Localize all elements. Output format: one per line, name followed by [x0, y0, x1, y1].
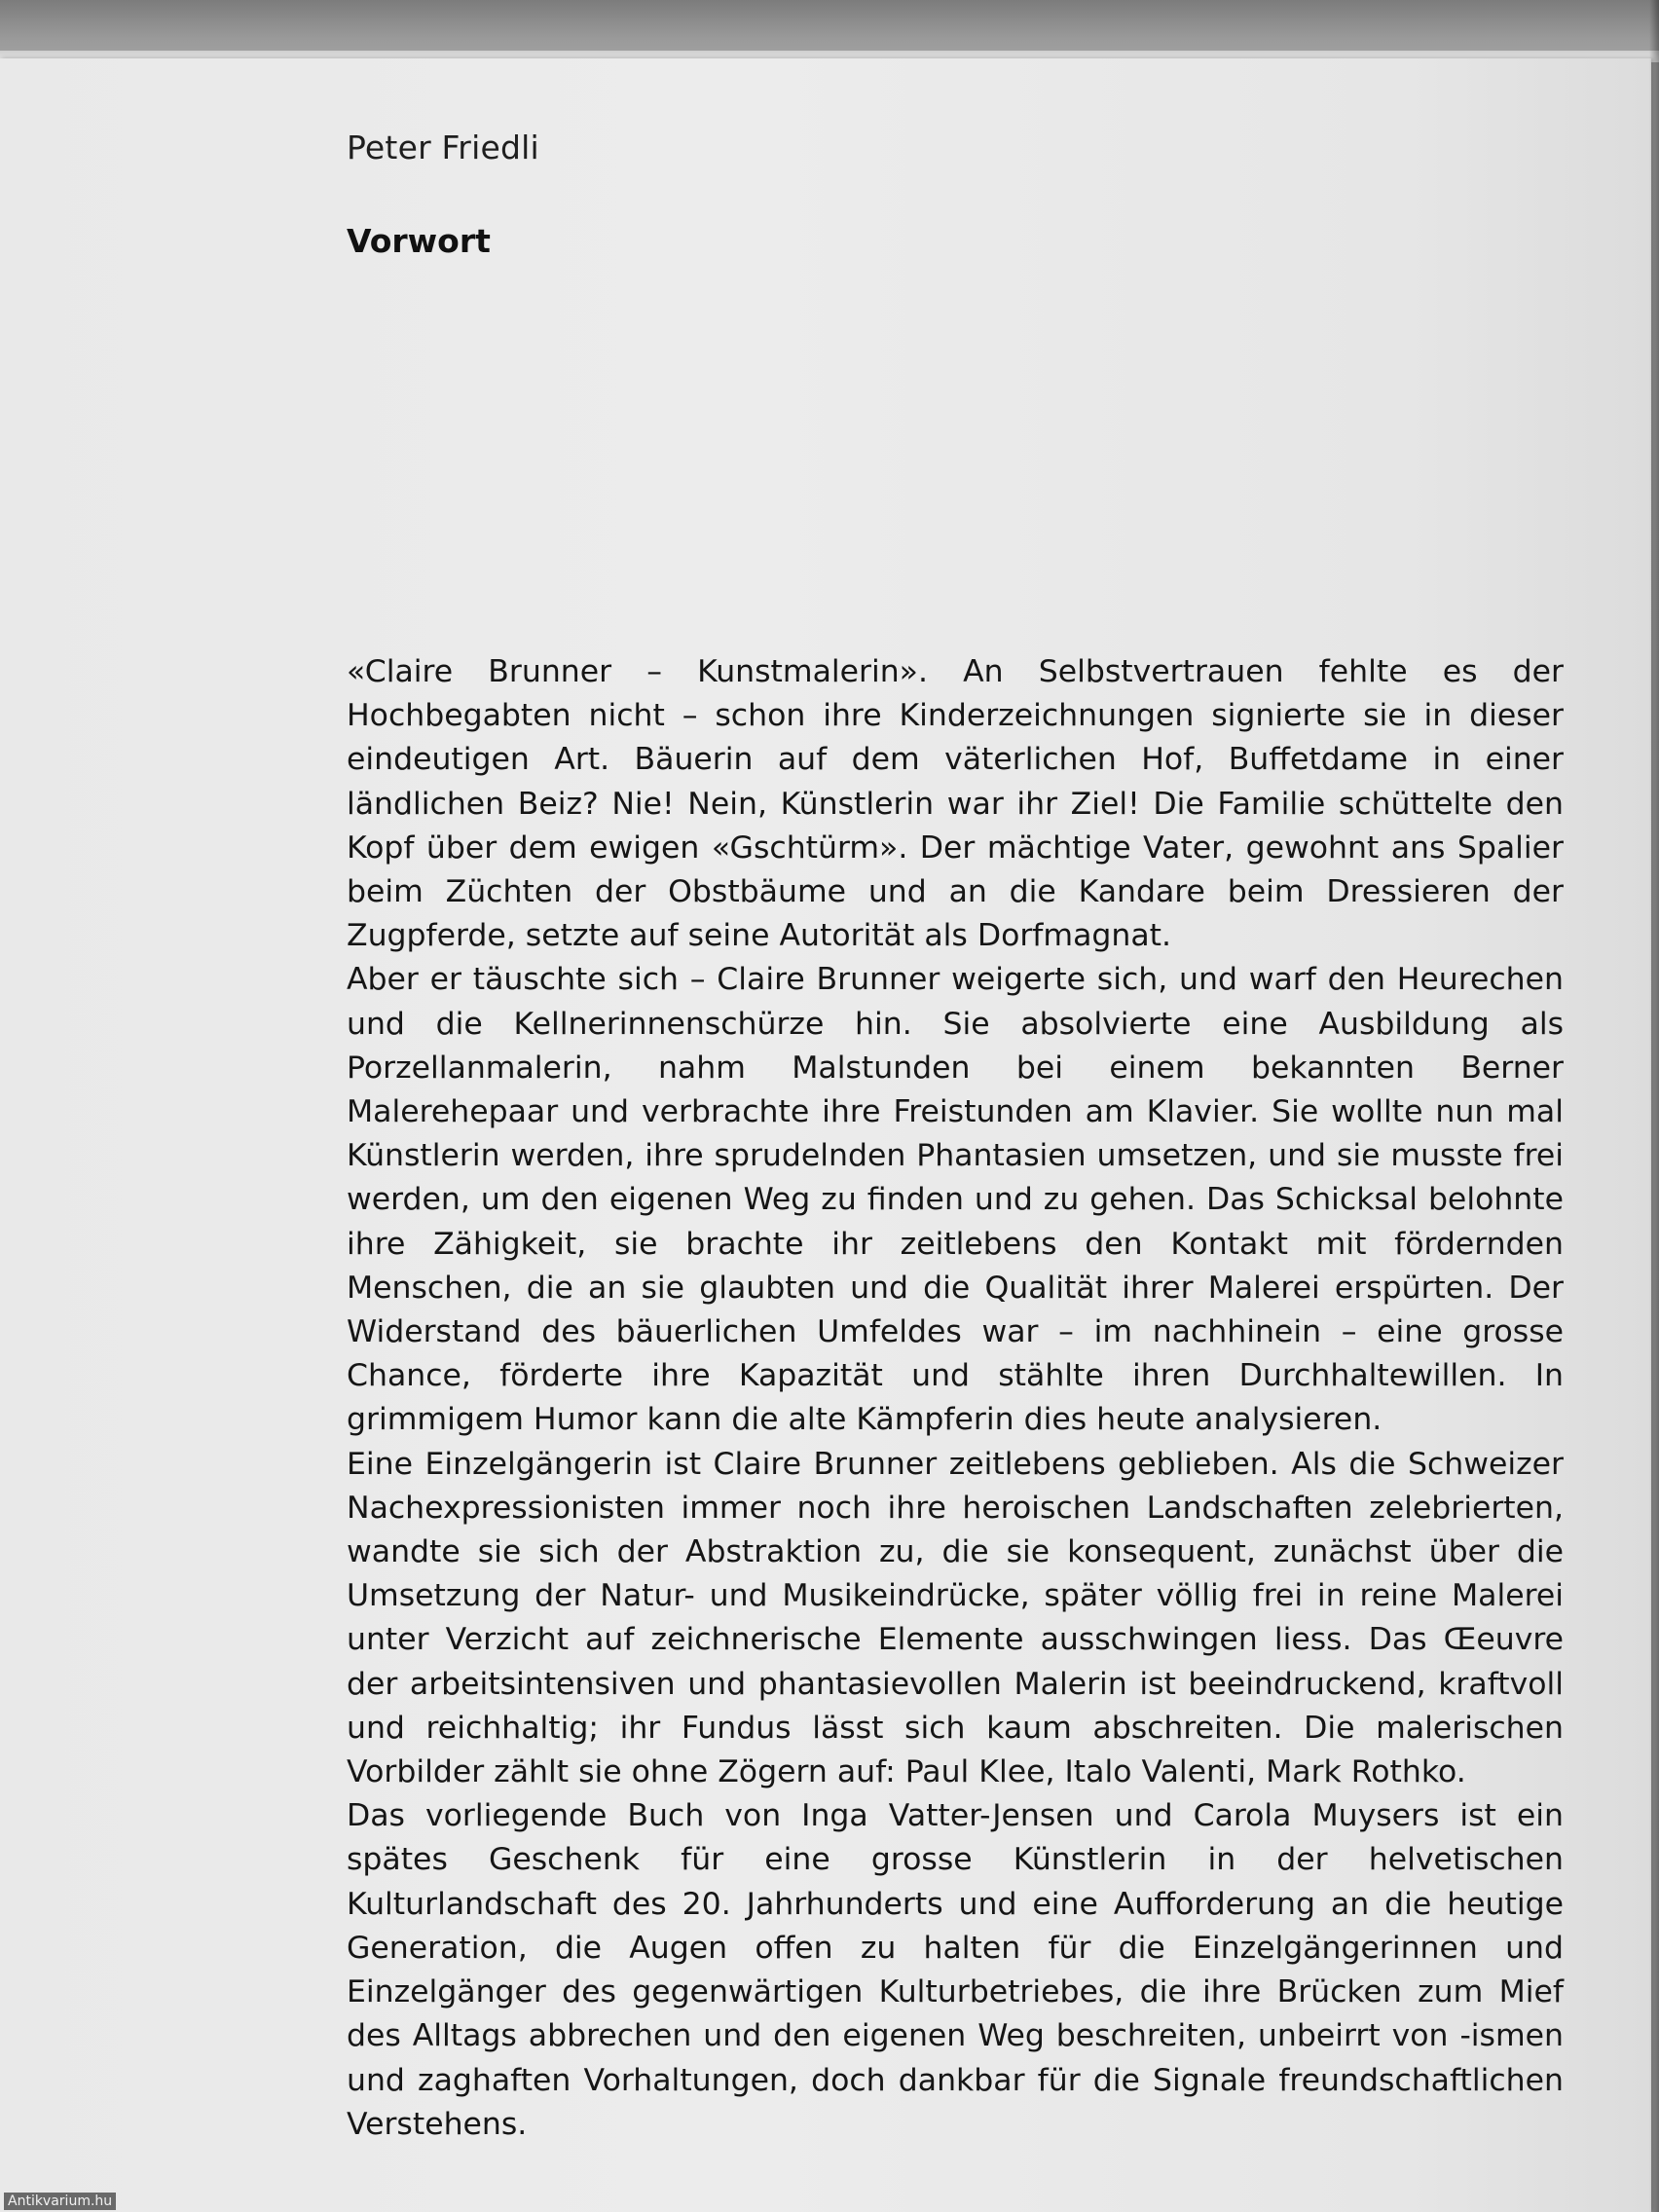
watermark-label: Antikvarium.hu — [4, 2193, 116, 2210]
foreword-text — [347, 650, 1564, 2147]
author-name: Peter Friedli — [347, 129, 539, 166]
paragraph-1: «Claire Brunner – Kunstmalerin». An Selbstvertrauen fehlte es der Hochbegabten nicht – schon ihre Kinderzeichnungen signierte sie in dieser eindeutigen Art. Bäuerin auf dem väterlichen Hof, Buffetdame in einer ländlichen Beiz? Nie! Nein, Künstlerin war ihr Ziel! Die Familie schüttelte den Kopf über dem ewigen «Gschtürm». Der mächtige Vater, gewohnt ans Spalier beim Züchten der Obstbäume und an die Kandare beim Dressieren der Zugpferde, setzte auf seine Autorität als Dorfmagnat. — [347, 654, 1564, 954]
paragraph-4: Das vorliegende Buch von Inga Vatter-Jensen und Carola Muysers ist ein spätes Geschenk für eine grosse Künstlerin in der helvetischen Kulturlandschaft des 20. Jahrhunderts und eine Aufforderung an die heutige Generation, die Augen offen zu halten für die Einzelgängerinnen und Einzelgänger des gegenwärtigen Kulturbetriebes, die ihre Brücken zum Mief des Alltags abbrechen und den eigenen Weg beschreiten, unbeirrt von -ismen und zaghaften Vorhaltungen, doch dankbar für die Signale freundschaftlichen Verstehens. — [347, 1798, 1564, 2142]
page-shadow — [1649, 0, 1659, 2212]
section-title: Vorwort — [347, 222, 491, 260]
paragraph-2: Aber er täuschte sich – Claire Brunner weigerte sich, und warf den Heurechen und die Kellnerinnenschürze hin. Sie absolvierte eine Ausbildung als Porzellanmalerin, nahm Malstunden bei einem bekannten Berner Malerehepaar und verbrachte ihre Freistunden am Klavier. Sie wollte nun mal Künstlerin werden, ihre sprudelnden Phantasien umsetzen, und sie musste frei werden, um den eigenen Weg zu finden und zu gehen. Das Schicksal belohnte ihre Zähigkeit, sie brachte ihr zeitlebens den Kontakt mit fördernden Menschen, die an sie glaubten und die Qualität ihrer Malerei erspürten. Der Widerstand des bäuerlichen Umfeldes war – im nachhinein – eine grosse Chance, förderte ihre Kapazität und stählte ihren Durchhaltewillen. In grimmigem Humor kann die alte Kämpferin dies heute analysieren. — [347, 962, 1564, 1438]
paragraph-3: Eine Einzelgängerin ist Claire Brunner zeitlebens geblieben. Als die Schweizer Nachexpressionisten immer noch ihre heroischen Landschaften zelebrierten, wandte sie sich der Abstraktion zu, die sie konsequent, zunächst über die Umsetzung der Natur- und Musikeindrücke, später völlig frei in reine Malerei unter Verzicht auf zeichnerische Elemente ausschwingen liess. Das Œeuvre der arbeitsintensiven und phantasievollen Malerin ist beeindruckend, kraftvoll und reichhaltig; ihr Fundus lässt sich kaum abschreiten. Die malerischen Vorbilder zählt sie ohne Zögern auf: Paul Klee, Italo Valenti, Mark Rothko. — [347, 1446, 1564, 1790]
